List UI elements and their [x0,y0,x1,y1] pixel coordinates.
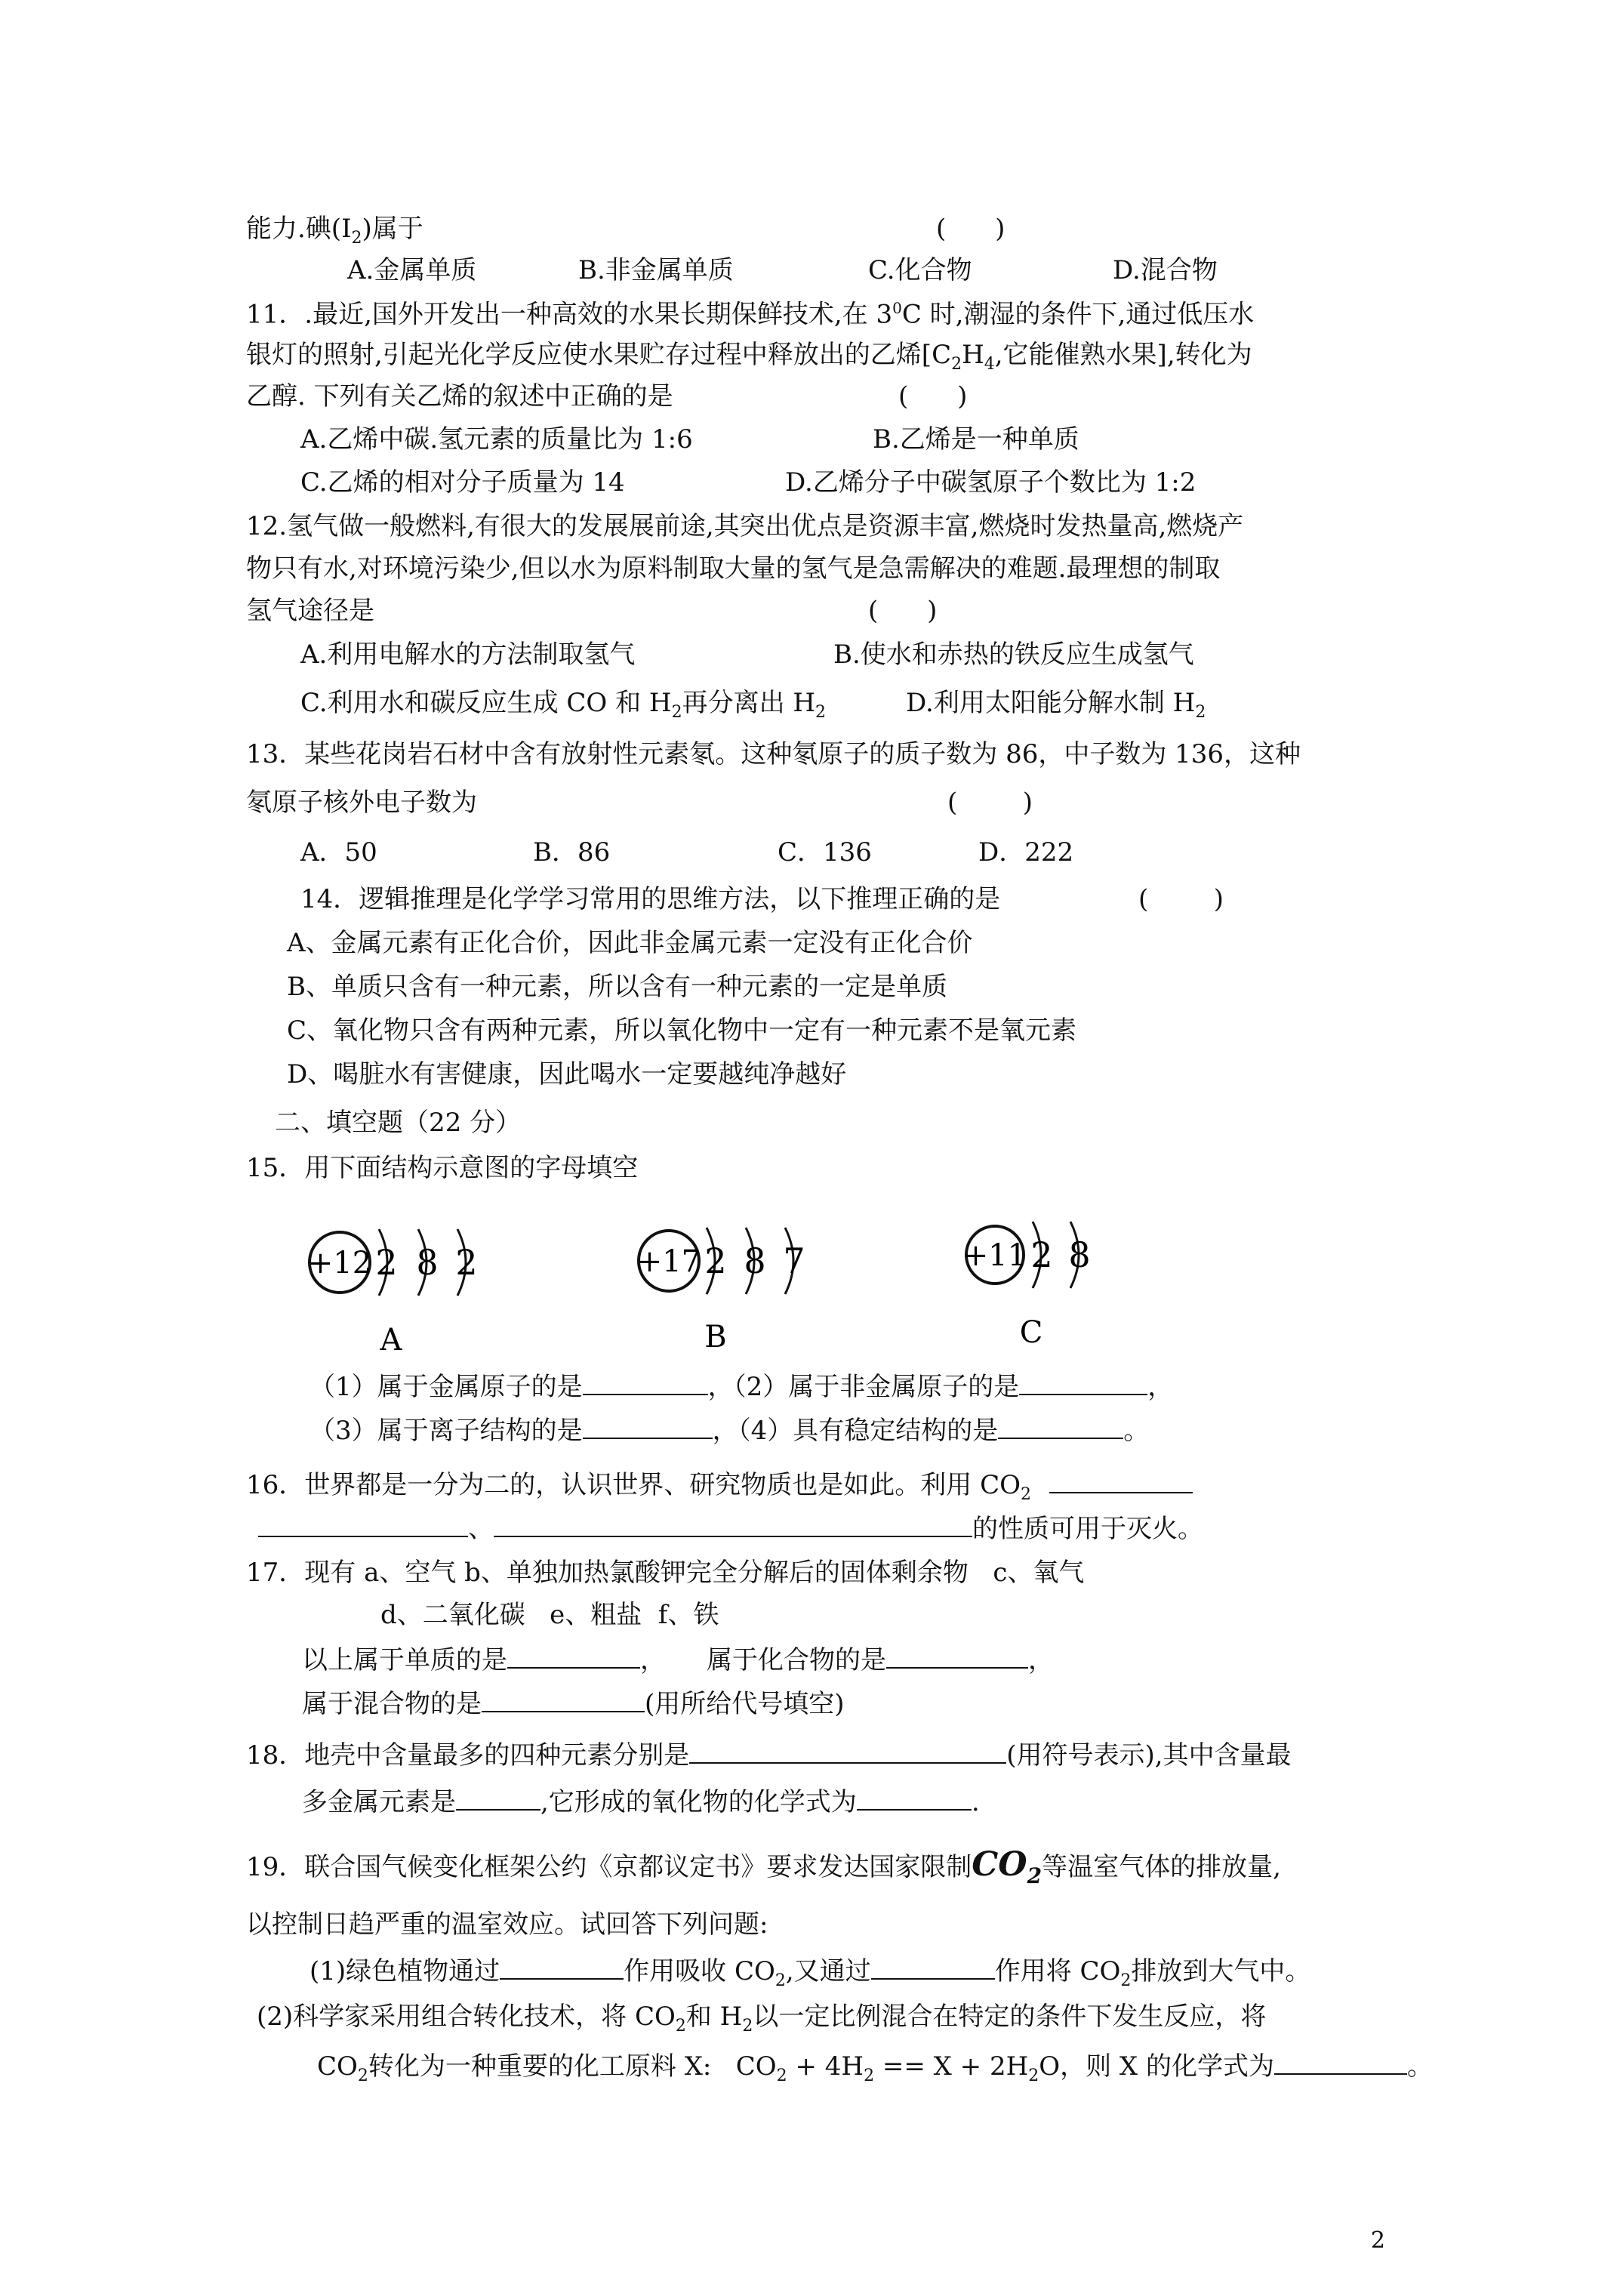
answer-blank[interactable] [1019,1373,1147,1395]
answer-blank[interactable] [1049,1471,1193,1493]
q13-line2: 氡原子核外电子数为 [246,787,477,818]
q18-line2: 多金属元素是 ,它形成的氧化物的化学式为 . [302,1787,980,1817]
q13-option-c: C．136 [778,837,872,868]
shell-electrons: 2 [704,1240,727,1281]
answer-blank[interactable] [689,1741,1006,1764]
q12-option-d: D.利用太阳能分解水制 $H_2$ [906,688,1206,722]
answer-blank[interactable] [494,1515,972,1537]
q15-sub3: （3）属于离子结构的是 ，（4）具有稳定结构的是 。 [310,1416,1150,1446]
q12-answer-paren: ( ) [868,596,938,626]
answer-blank[interactable] [258,1515,468,1537]
diagram-label: B [704,1320,727,1354]
q19-line1: 19．联合国气候变化框架公约《京都议定书》要求发达国家限制$CO_2$等温室气体的排放量, [246,1845,1281,1888]
answer-blank[interactable] [857,1788,972,1811]
answer-blank[interactable] [500,1957,624,1980]
q16-line1: 16．世界都是一分为二的，认识世界、研究物质也是如此。利用 $CO_2$ [246,1471,1193,1503]
diagram-label: A [380,1323,402,1358]
q13-line1: 13．某些花岗岩石材中含有放射性元素氡。这种氡原子的质子数为 86，中子数为 136，这种 [246,739,1301,769]
answer-blank[interactable] [482,1690,645,1712]
answer-blank[interactable] [1274,2052,1407,2075]
atom-diagram-b [637,1228,805,1354]
shell-electrons: 7 [783,1240,805,1281]
q19-sub2: (2)科学家采用组合转化技术，将 $CO_2$和 $H_2$以一定比例混合在特定的条件下发生反应，将 [257,2002,1267,2036]
q17-line2: d、二氧化碳 e、粗盐 f、铁 [380,1600,719,1630]
shell-electrons: 2 [375,1242,398,1283]
q13-option-b: B．86 [533,837,611,868]
q14-option-d: D、喝脏水有害健康，因此喝水一定要越纯净越好 [287,1059,847,1089]
answer-blank[interactable] [886,1646,1028,1669]
q14-stem: 14．逻辑推理是化学学习常用的思维方法，以下推理正确的是 [300,884,1001,914]
q10-stem: 能力.碘$(I_2)$属于 [246,214,423,248]
q15-stem: 15．用下面结构示意图的字母填空 [246,1153,639,1183]
q12-line1: 12.氢气做一般燃料,有很大的发展展前途,其突出优点是资源丰富,燃烧时发热量高,燃烧产 [246,511,1244,541]
shell-electrons: 2 [455,1242,478,1283]
q14-option-c: C、氧化物只含有两种元素，所以氧化物中一定有一种元素不是氧元素 [287,1015,1077,1046]
q14-answer-paren: ( ) [1138,884,1224,914]
q17-line1: 17．现有 a、空气 b、单独加热氯酸钾完全分解后的固体剩余物 c、氧气 [246,1558,1085,1588]
q14-option-a: A、金属元素有正化合价，因此非金属元素一定没有正化合价 [287,928,973,958]
q16-line2: 、 的性质可用于灭火。 [258,1515,1203,1542]
q10-option-b: B.非金属单质 [578,255,734,285]
q17-line3: 以上属于单质的是 ， 属于化合物的是 ， [302,1645,1055,1675]
answer-blank[interactable] [583,1416,713,1439]
q11-option-c: C.乙烯的相对分子质量为 14 [300,467,625,498]
q18-line1: 18．地壳中含量最多的四种元素分别是 (用符号表示),其中含量最 [246,1740,1292,1771]
q15-sub1: （1）属于金属原子的是 ，（2）属于非金属原子的是 ， [310,1372,1174,1402]
q12-option-b: B.使水和赤热的铁反应生成氢气 [833,639,1194,670]
q19-sub1: (1)绿色植物通过 作用吸收 $CO_2$,又通过 作用将 $CO_2$排放到大气中。 [310,1956,1311,1990]
atom-diagram-c [963,1222,1091,1350]
answer-blank[interactable] [583,1373,708,1395]
q12-line3: 氢气途径是 [246,596,374,626]
shell-electrons: 8 [416,1242,439,1283]
diagram-label: C [1019,1315,1043,1350]
q10-option-d: D.混合物 [1113,255,1218,285]
answer-blank[interactable] [507,1646,640,1669]
q19-line2: 以控制日趋严重的温室效应。试回答下列问题: [246,1909,768,1940]
q12-line2: 物只有水,对环境污染少,但以水为原料制取大量的氢气是急需解决的难题.最理想的制取 [246,553,1221,584]
shell-electrons: 2 [1030,1234,1053,1275]
nucleus-charge: +17 [636,1244,701,1279]
co2-formula: $CO_2$ [972,1845,1042,1888]
q11-line1: 11．.最近,国外开发出一种高效的水果长期保鲜技术,在 $3^0C$ 时,潮湿的条件下,通过低压水 [246,299,1255,330]
q11-line2: 银灯的照射,引起光化学反应使水果贮存过程中释放出的乙烯[$C_2H_4$,它能催熟水果],转化为 [246,340,1252,374]
section-title: 二、填空题（22 分） [275,1108,522,1138]
q11-answer-paren: ( ) [898,381,968,411]
atom-diagram-a [308,1229,478,1358]
answer-blank[interactable] [998,1416,1123,1439]
nucleus-charge: +11 [962,1238,1027,1273]
answer-blank[interactable] [456,1788,540,1811]
atom-structure-diagrams [302,1185,1132,1367]
q11-option-d: D.乙烯分子中碳氢原子个数比为 1:2 [785,467,1196,498]
shell-electrons: 8 [1068,1234,1091,1275]
nucleus-charge: +12 [307,1246,372,1281]
q10-answer-paren: ( ) [936,214,1006,244]
q14-option-b: B、单质只含有一种元素，所以含有一种元素的一定是单质 [287,972,947,1002]
q13-option-d: D．222 [978,837,1074,868]
q13-answer-paren: ( ) [947,787,1033,818]
q10-option-c: C.化合物 [868,255,972,285]
q11-option-b: B.乙烯是一种单质 [873,424,1079,455]
page-number: 2 [1370,2227,1385,2254]
answer-blank[interactable] [871,1957,995,1980]
q19-sub2-line2: $CO_2$转化为一种重要的化工原料 X: $CO_2 + 4H_2 == X + 2H_2O$，则 X 的化学式为 。 [317,2051,1433,2085]
q13-option-a: A．50 [300,837,377,868]
q12-option-c: C.利用水和碳反应生成 CO 和 $H_2$再分离出 $H_2$ [300,688,827,722]
q12-option-a: A.利用电解水的方法制取氢气 [300,639,636,670]
q11-line3: 乙醇. 下列有关乙烯的叙述中正确的是 [246,381,673,411]
q11-option-a: A.乙烯中碳.氢元素的质量比为 1:6 [300,424,693,455]
shell-electrons: 8 [744,1240,766,1281]
q10-option-a: A.金属单质 [347,255,477,285]
q17-line4: 属于混合物的是 (用所给代号填空) [302,1689,845,1719]
